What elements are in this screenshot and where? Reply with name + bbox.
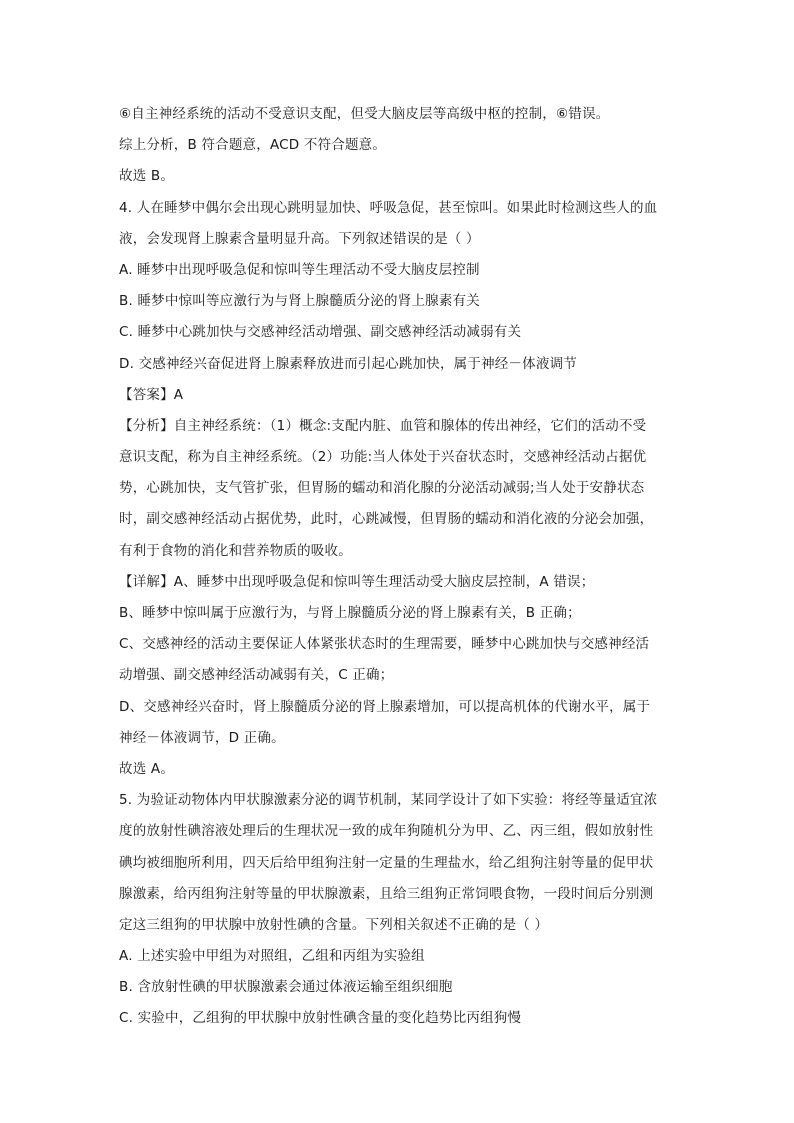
document-body: [119, 99, 679, 1035]
question-5-stem: 碘均被细胞所利用，四天后给甲组狗注射一定量的生理盐水，给乙组狗注射等量的促甲状: [119, 854, 654, 871]
text-line: 故选 B。: [119, 168, 175, 185]
question-5-option-a: A. 上述实验中甲组为对照组，乙组和丙组为实验组: [119, 948, 425, 965]
question-4-option-c: C. 睡梦中心跳加快与交感神经活动增强、副交感神经活动减弱有关: [119, 324, 522, 341]
question-4-option-d: D. 交感神经兴奋促进肾上腺素释放进而引起心跳加快，属于神经－体液调节: [119, 355, 577, 372]
question-5-option-c: C. 实验中，乙组狗的甲状腺中放射性碘含量的变化趋势比丙组狗慢: [119, 1010, 522, 1027]
explanation-text: 【详解】A、睡梦中出现呼吸急促和惊叫等生理活动受大脑皮层控制，A 错误；: [119, 573, 595, 590]
explanation-text: C、交感神经的活动主要保证人体紧张状态时的生理需要，睡梦中心跳加快与交感神经活: [119, 636, 650, 653]
text-line: ⑥自主神经系统的活动不受意识支配，但受大脑皮层等高级中枢的控制，⑥错误。: [119, 106, 610, 122]
analysis-text: 时，副交感神经活动占据优势，此时，心跳减慢，但胃肠的蠕动和消化液的分泌会加强，: [119, 511, 654, 528]
explanation-text: B、睡梦中惊叫属于应激行为，与肾上腺髓质分泌的肾上腺素有关，B 正确；: [119, 605, 581, 621]
question-5-stem: 定这三组狗的甲状腺中放射性碘的含量。下列相关叙述不正确的是（ ）: [119, 916, 549, 933]
final-choice: 故选 A。: [119, 760, 175, 777]
analysis-text: 势，心跳加快，支气管扩张，但胃肠的蠕动和消化腺的分泌活动减弱;当人处于安静状态: [119, 480, 645, 497]
question-4-stem: 4. 人在睡梦中偶尔会出现心跳明显加快、呼吸急促，甚至惊叫。如果此时检测这些人的血: [119, 199, 658, 216]
explanation-text: 动增强、副交感神经活动减弱有关，C 正确；: [119, 667, 394, 684]
question-5-stem: 5. 为验证动物体内甲状腺激素分泌的调节机制，某同学设计了如下实验：将经等量适宜浓: [119, 792, 658, 809]
explanation-text: 神经－体液调节，D 正确。: [119, 729, 285, 746]
analysis-text: 有利于食物的消化和营养物质的吸收。: [119, 542, 352, 559]
answer-label: 【答案】A: [119, 386, 184, 403]
analysis-text: 意识支配，称为自主神经系统。（2）功能:当人体处于兴奋状态时，交感神经活动占据优: [119, 449, 647, 466]
question-5-stem: 腺激素，给丙组狗注射等量的甲状腺激素，且给三组狗正常饲喂食物，一段时间后分别测: [119, 885, 654, 902]
analysis-text: 【分析】自主神经系统：（1）概念:支配内脏、血管和腺体的传出神经，它们的活动不受: [119, 417, 647, 434]
text-line: 综上分析，B 符合题意，ACD 不符合题意。: [119, 137, 387, 154]
question-4-option-b: B. 睡梦中惊叫等应激行为与肾上腺髓质分泌的肾上腺素有关: [119, 293, 480, 310]
question-4-option-a: A. 睡梦中出现呼吸急促和惊叫等生理活动不受大脑皮层控制: [119, 261, 480, 278]
question-5-option-b: B. 含放射性碘的甲状腺激素会通过体液运输至组织细胞: [119, 979, 453, 996]
question-4-stem: 液，会发现肾上腺素含量明显升高。下列叙述错误的是（ ）: [119, 230, 480, 247]
explanation-text: D、交感神经兴奋时，肾上腺髓质分泌的肾上腺素增加，可以提高机体的代谢水平，属于: [119, 698, 651, 715]
question-5-stem: 度的放射性碘溶液处理后的生理状况一致的成年狗随机分为甲、乙、丙三组，假如放射性: [119, 823, 654, 840]
